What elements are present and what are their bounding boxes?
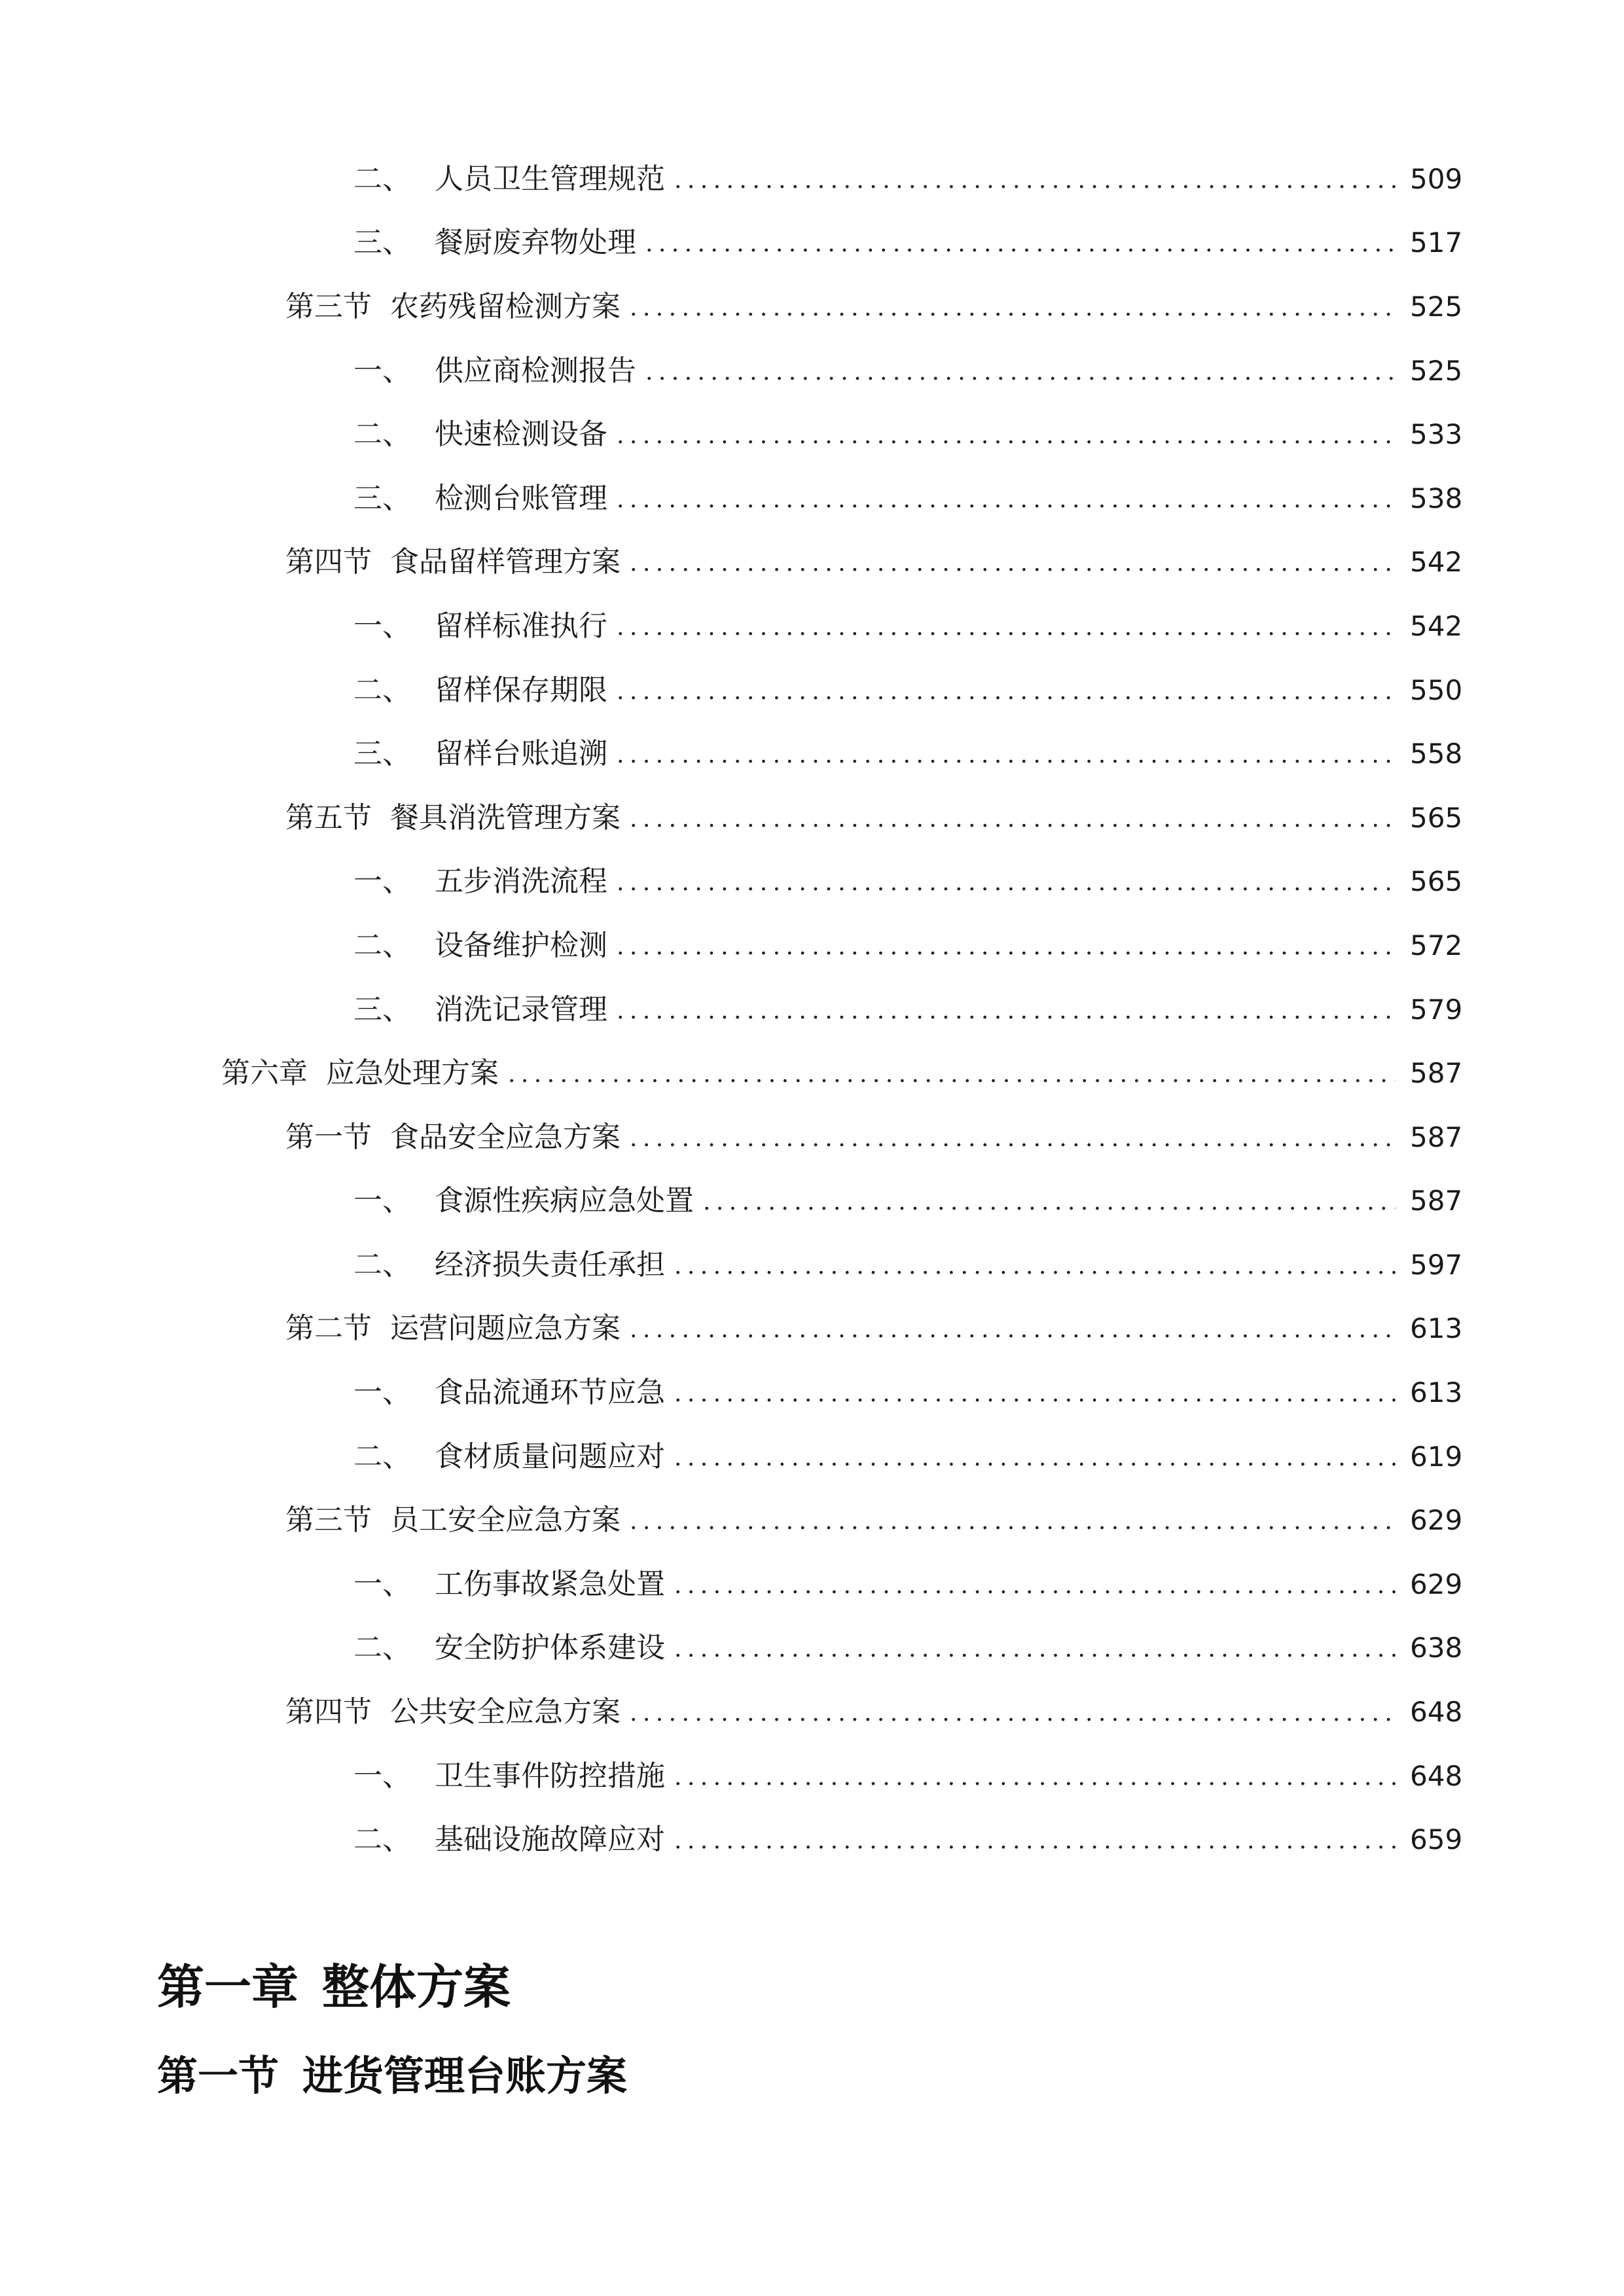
toc-page-number: 565 <box>1410 801 1463 834</box>
toc-entry-text <box>353 1376 665 1410</box>
toc-page-number: 613 <box>1410 1376 1463 1409</box>
toc-dot-leader <box>630 1123 1396 1152</box>
toc-entry-title: 供应商检测报告 <box>435 353 636 387</box>
toc-dot-leader <box>674 1443 1396 1471</box>
toc-entry-number: 第四节 <box>285 545 372 579</box>
toc-entry-number: 二、 <box>353 418 411 452</box>
toc-dot-leader <box>703 1187 1396 1215</box>
toc-entry-title: 食品流通环节应急 <box>435 1376 665 1410</box>
toc-page-number: 648 <box>1410 1696 1463 1729</box>
toc-dot-leader <box>508 1059 1396 1088</box>
toc-page-number: 648 <box>1410 1759 1463 1792</box>
toc-entry-number: 三、 <box>353 737 411 771</box>
toc-page-number: 629 <box>1410 1568 1463 1600</box>
toc-entry-title: 快速检测设备 <box>435 418 607 452</box>
toc-entry-title: 员工安全应急方案 <box>390 1503 621 1537</box>
toc-dot-leader <box>674 1762 1396 1791</box>
toc-entry[interactable] <box>0 1041 1624 1105</box>
toc-entry-title: 食品安全应急方案 <box>390 1120 621 1154</box>
toc-entry[interactable] <box>0 1552 1624 1617</box>
toc-page-number: 619 <box>1410 1440 1463 1473</box>
toc-entry-text <box>285 289 621 323</box>
toc-entry-title: 检测台账管理 <box>435 481 607 515</box>
toc-entry[interactable] <box>0 1233 1624 1297</box>
toc-page-number: 542 <box>1410 609 1463 642</box>
toc-entry-number: 二、 <box>353 928 411 962</box>
toc-dot-leader <box>630 1314 1396 1343</box>
toc-entry-text <box>353 353 636 387</box>
toc-entry[interactable] <box>0 1488 1624 1552</box>
toc-entry-title: 餐厨废弃物处理 <box>435 226 636 260</box>
toc-entry-title: 人员卫生管理规范 <box>435 162 665 196</box>
toc-entry-text <box>353 609 607 643</box>
toc-entry-number: 二、 <box>353 1439 411 1473</box>
toc-entry-number: 二、 <box>353 1247 411 1282</box>
toc-entry-text <box>353 226 636 260</box>
toc-entry-number: 第二节 <box>285 1312 372 1346</box>
toc-entry-number: 三、 <box>353 992 411 1026</box>
toc-entry-title: 设备维护检测 <box>435 928 607 962</box>
toc-dot-leader <box>617 676 1396 705</box>
section-heading <box>157 2043 627 2102</box>
toc-entry-text <box>353 1439 665 1473</box>
toc-entry-text <box>353 737 607 771</box>
toc-entry-title: 运营问题应急方案 <box>390 1312 621 1346</box>
toc-entry-title: 留样台账追溯 <box>435 737 607 771</box>
toc-entry-text <box>285 545 621 579</box>
toc-entry-text <box>353 1631 665 1665</box>
toc-dot-leader <box>617 996 1396 1024</box>
toc-dot-leader <box>617 867 1396 896</box>
toc-dot-leader <box>630 1506 1396 1535</box>
toc-dot-leader <box>630 1698 1396 1727</box>
toc-entry-title: 留样标准执行 <box>435 609 607 643</box>
toc-page-number: 525 <box>1410 354 1463 387</box>
toc-page-number: 558 <box>1410 738 1463 770</box>
toc-entry-number: 一、 <box>353 1759 411 1793</box>
toc-entry-text <box>221 1056 499 1090</box>
toc-entry-text <box>285 1120 621 1154</box>
toc-entry-title: 工伤事故紧急处置 <box>435 1567 665 1601</box>
toc-entry-number: 一、 <box>353 609 411 643</box>
toc-entry-text <box>353 865 607 899</box>
toc-entry[interactable] <box>0 786 1624 850</box>
toc-page-number: 587 <box>1410 1121 1463 1153</box>
toc-page-number: 638 <box>1410 1632 1463 1664</box>
toc-entry-text <box>353 162 665 196</box>
toc-page-number: 542 <box>1410 546 1463 579</box>
toc-page-number: 579 <box>1410 993 1463 1026</box>
toc-dot-leader <box>645 228 1396 257</box>
toc-entry[interactable] <box>0 1425 1624 1489</box>
toc-entry[interactable] <box>0 339 1624 403</box>
toc-dot-leader <box>617 740 1396 768</box>
toc-entry-number: 二、 <box>353 673 411 707</box>
toc-entry-title: 留样保存期限 <box>435 673 607 707</box>
toc-dot-leader <box>674 1251 1396 1280</box>
toc-page-number: 597 <box>1410 1248 1463 1281</box>
toc-dot-leader <box>617 420 1396 449</box>
toc-dot-leader <box>617 612 1396 641</box>
toc-entry-number: 三、 <box>353 481 411 515</box>
toc-page-number: 517 <box>1410 226 1463 259</box>
toc-dot-leader <box>645 357 1396 386</box>
toc-entry[interactable] <box>0 467 1624 531</box>
toc-entry[interactable] <box>0 1105 1624 1170</box>
toc-entry-text <box>353 1759 665 1793</box>
chapter-title: 整体方案 <box>322 1960 511 2015</box>
toc-entry[interactable] <box>0 1297 1624 1361</box>
toc-page-number: 565 <box>1410 865 1463 898</box>
toc-entry-text <box>353 481 607 515</box>
toc-entry[interactable] <box>0 722 1624 786</box>
toc-entry[interactable] <box>0 1617 1624 1681</box>
toc-entry-title: 食品留样管理方案 <box>390 545 621 579</box>
toc-entry[interactable] <box>0 275 1624 339</box>
toc-dot-leader <box>617 484 1396 513</box>
toc-page-number: 572 <box>1410 929 1463 961</box>
toc-entry-title: 餐具消洗管理方案 <box>390 800 621 834</box>
toc-entry-number: 二、 <box>353 1823 411 1857</box>
toc-dot-leader <box>674 1634 1396 1662</box>
toc-entry[interactable] <box>0 403 1624 467</box>
toc-entry-number: 第四节 <box>285 1695 372 1729</box>
toc-entry-number: 第三节 <box>285 289 372 323</box>
toc-entry[interactable] <box>0 658 1624 723</box>
toc-entry[interactable] <box>0 914 1624 978</box>
toc-dot-leader <box>674 165 1396 194</box>
toc-dot-leader <box>630 293 1396 321</box>
toc-entry-title: 应急处理方案 <box>326 1056 499 1090</box>
toc-entry[interactable] <box>0 1808 1624 1872</box>
toc-page-number: 509 <box>1410 162 1463 195</box>
toc-dot-leader <box>674 1825 1396 1854</box>
toc-entry-number: 一、 <box>353 1184 411 1218</box>
toc-entry-number: 二、 <box>353 162 411 196</box>
toc-entry-text <box>353 1567 665 1601</box>
toc-entry-text <box>353 673 607 707</box>
chapter-number: 第一章 <box>157 1960 299 2015</box>
section-number: 第一节 <box>157 2052 280 2100</box>
toc-page-number: 587 <box>1410 1185 1463 1217</box>
toc-entry[interactable] <box>0 850 1624 914</box>
toc-entry-title: 五步消洗流程 <box>435 865 607 899</box>
toc-entry-title: 经济损失责任承担 <box>435 1247 665 1282</box>
toc-entry-title: 消洗记录管理 <box>435 992 607 1026</box>
toc-entry-text <box>285 1695 621 1729</box>
toc-entry-title: 安全防护体系建设 <box>435 1631 665 1665</box>
toc-entry[interactable] <box>0 531 1624 595</box>
toc-entry-number: 第五节 <box>285 800 372 834</box>
toc-entry[interactable] <box>0 1170 1624 1234</box>
section-title: 进货管理台账方案 <box>302 2052 628 2100</box>
toc-page-number: 613 <box>1410 1312 1463 1345</box>
toc-entry-number: 一、 <box>353 1567 411 1601</box>
toc-entry[interactable] <box>0 978 1624 1042</box>
toc-entry[interactable] <box>0 147 1624 211</box>
toc-entry[interactable] <box>0 211 1624 276</box>
toc-entry-text <box>353 1247 665 1282</box>
toc-entry-title: 食源性疾病应急处置 <box>435 1184 694 1218</box>
toc-entry-text <box>285 1312 621 1346</box>
toc-entry-title: 公共安全应急方案 <box>390 1695 621 1729</box>
toc-page-number: 533 <box>1410 418 1463 451</box>
toc-entry-number: 第六章 <box>221 1056 308 1090</box>
toc-entry-text <box>285 800 621 834</box>
toc-page-number: 629 <box>1410 1504 1463 1537</box>
toc-entry-number: 第三节 <box>285 1503 372 1537</box>
toc-dot-leader <box>630 548 1396 577</box>
toc-entry-title: 基础设施故障应对 <box>435 1823 665 1857</box>
toc-page-number: 538 <box>1410 482 1463 514</box>
toc-page-number: 525 <box>1410 290 1463 323</box>
toc-page-number: 587 <box>1410 1057 1463 1090</box>
toc-entry-title: 食材质量问题应对 <box>435 1439 665 1473</box>
toc-entry[interactable] <box>0 594 1624 658</box>
toc-entry[interactable] <box>0 1361 1624 1425</box>
toc-dot-leader <box>617 931 1396 960</box>
toc-entry-number: 一、 <box>353 865 411 899</box>
toc-entry-number: 二、 <box>353 1631 411 1665</box>
chapter-heading <box>157 1949 511 2017</box>
toc-entry[interactable] <box>0 1744 1624 1808</box>
toc-dot-leader <box>674 1378 1396 1407</box>
toc-entry-number: 三、 <box>353 226 411 260</box>
toc-entry-number: 第一节 <box>285 1120 372 1154</box>
toc-page-number: 550 <box>1410 673 1463 706</box>
toc-entry-title: 农药残留检测方案 <box>390 289 621 323</box>
toc-entry-text <box>353 418 607 452</box>
toc-entry-title: 卫生事件防控措施 <box>435 1759 665 1793</box>
toc-entry-number: 一、 <box>353 1376 411 1410</box>
toc-dot-leader <box>630 804 1396 833</box>
toc-entry-text <box>353 1823 665 1857</box>
toc-entry-number: 一、 <box>353 353 411 387</box>
toc-entry-text <box>353 1184 694 1218</box>
toc-dot-leader <box>674 1570 1396 1599</box>
table-of-contents <box>0 147 1624 1872</box>
toc-entry[interactable] <box>0 1680 1624 1744</box>
toc-entry-text <box>353 992 607 1026</box>
toc-entry-text <box>353 928 607 962</box>
toc-entry-text <box>285 1503 621 1537</box>
toc-page-number: 659 <box>1410 1823 1463 1856</box>
